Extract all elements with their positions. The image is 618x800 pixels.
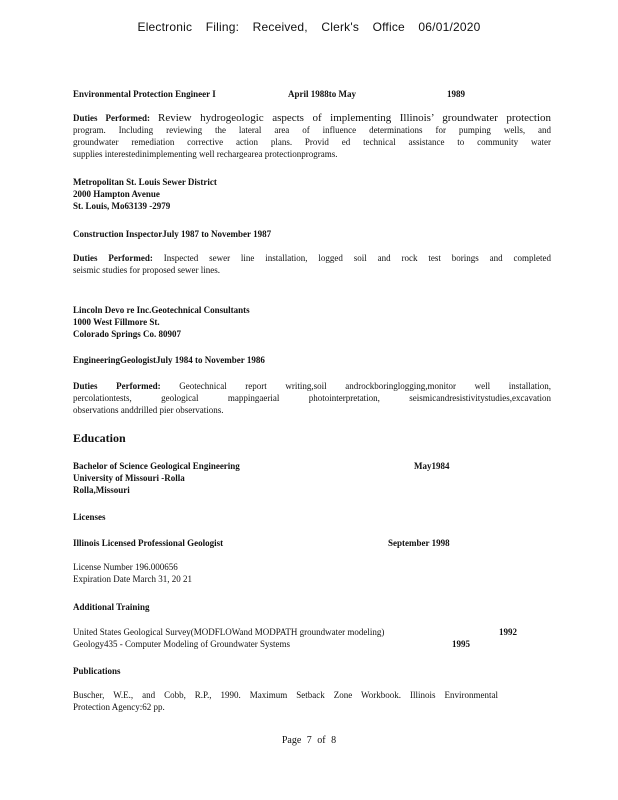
education-location: Rolla,Missouri: [73, 485, 130, 495]
job3-duties-line2: percolationtests, geological mappingaerial photointerpretation, seismicandresistivitystudies,excavation: [73, 393, 551, 403]
training-year2: 1995: [452, 639, 470, 649]
filing-header: Electronic Filing: Received, Clerk's Office 06/01/2020: [137, 20, 481, 34]
job1-duties-label: Duties Performed:: [73, 113, 150, 123]
job1-dates: April 1988to May: [288, 89, 356, 99]
employer1-address1: 2000 Hampton Avenue: [73, 189, 160, 199]
training-heading: Additional Training: [73, 602, 150, 612]
job1-year: 1989: [447, 89, 465, 99]
job1-duties: [73, 112, 551, 160]
license-details: [73, 561, 551, 585]
job1-duties-line1: [73, 112, 551, 124]
employer2-address2: Colorado Springs Co. 80907: [73, 329, 182, 339]
job3-title: EngineeringGeologistJuly 1984 to November 1986: [73, 355, 265, 365]
education-degree: Bachelor of Science Geological Engineering: [73, 461, 240, 471]
job3-duties-label: Duties Performed:: [73, 381, 161, 391]
training-line2: Geology435 - Computer Modeling of Groundwater Systems: [73, 639, 290, 649]
job1-duties-line3: groundwater remediation corrective action plans. Provid ed technical assistance to community water: [73, 137, 551, 147]
license-title-row: [73, 537, 551, 549]
job1-title: Environmental Protection Engineer I: [73, 89, 216, 99]
education-degree-row: [73, 460, 551, 472]
training-row1: [73, 626, 551, 638]
publications-heading: Publications: [73, 666, 121, 676]
employer1-name: Metropolitan St. Louis Sewer District: [73, 177, 217, 187]
job3-duties: [73, 380, 551, 416]
training-year1: 1992: [499, 627, 517, 637]
employer2-name: Lincoln Devo re Inc.Geotechnical Consultants: [73, 305, 250, 315]
job1-duties-first: Review hydrogeologic aspects of implementing Illinois’ groundwater protection: [158, 112, 551, 124]
license-date: September 1998: [388, 538, 450, 548]
job1-duties-line4: supplies interestedinimplementing well rechargearea protectionprograms.: [73, 149, 338, 159]
education-school: University of Missouri -Rolla: [73, 473, 185, 483]
license-expiration: Expiration Date March 31, 20 21: [73, 574, 192, 584]
job2-duties: [73, 252, 551, 276]
job3-duties-line1: [73, 380, 551, 392]
licenses-heading: Licenses: [73, 512, 106, 522]
education-block: [73, 460, 551, 496]
training-row2: [73, 638, 551, 650]
education-date: May1984: [414, 461, 450, 471]
job2-duties-label: Duties Performed:: [73, 253, 153, 263]
job2-title: Construction InspectorJuly 1987 to November 1987: [73, 229, 272, 239]
employer2-address1: 1000 West Fillmore St.: [73, 317, 160, 327]
education-heading: Education: [73, 431, 126, 445]
employer1-block: [73, 176, 551, 212]
publications-block: [73, 689, 498, 713]
job1-duties-line2: program. Including reviewing the lateral area of influence determinations for pumping wells, and: [73, 125, 551, 135]
job2-duties-line2: seismic studies for proposed sewer lines.: [73, 265, 220, 275]
employer2-block: [73, 304, 551, 340]
publication-line1: Buscher, W.E., and Cobb, R.P., 1990. Maximum Setback Zone Workbook. Illinois Environmental: [73, 690, 498, 700]
license-title: Illinois Licensed Professional Geologist: [73, 538, 224, 548]
job2-duties-first: Inspected sewer line installation, logged soil and rock test borings and completed: [163, 253, 551, 263]
training-line1: United States Geological Survey(MODFLOWand MODPATH groundwater modeling): [73, 627, 385, 637]
publication-line2: Protection Agency:62 pp.: [73, 702, 165, 712]
job2-duties-line1: [73, 252, 551, 264]
employer1-address2: St. Louis, Mo63139 -2979: [73, 201, 171, 211]
training-block: [73, 626, 551, 650]
page-number: Page 7 of 8: [281, 735, 337, 746]
job3-duties-line3: observations anddrilled pier observations.: [73, 405, 224, 415]
job3-duties-first: Geotechnical report writing,soil androckboringlogging,monitor well installation,: [179, 381, 551, 391]
license-number: License Number 196.000656: [73, 562, 178, 572]
